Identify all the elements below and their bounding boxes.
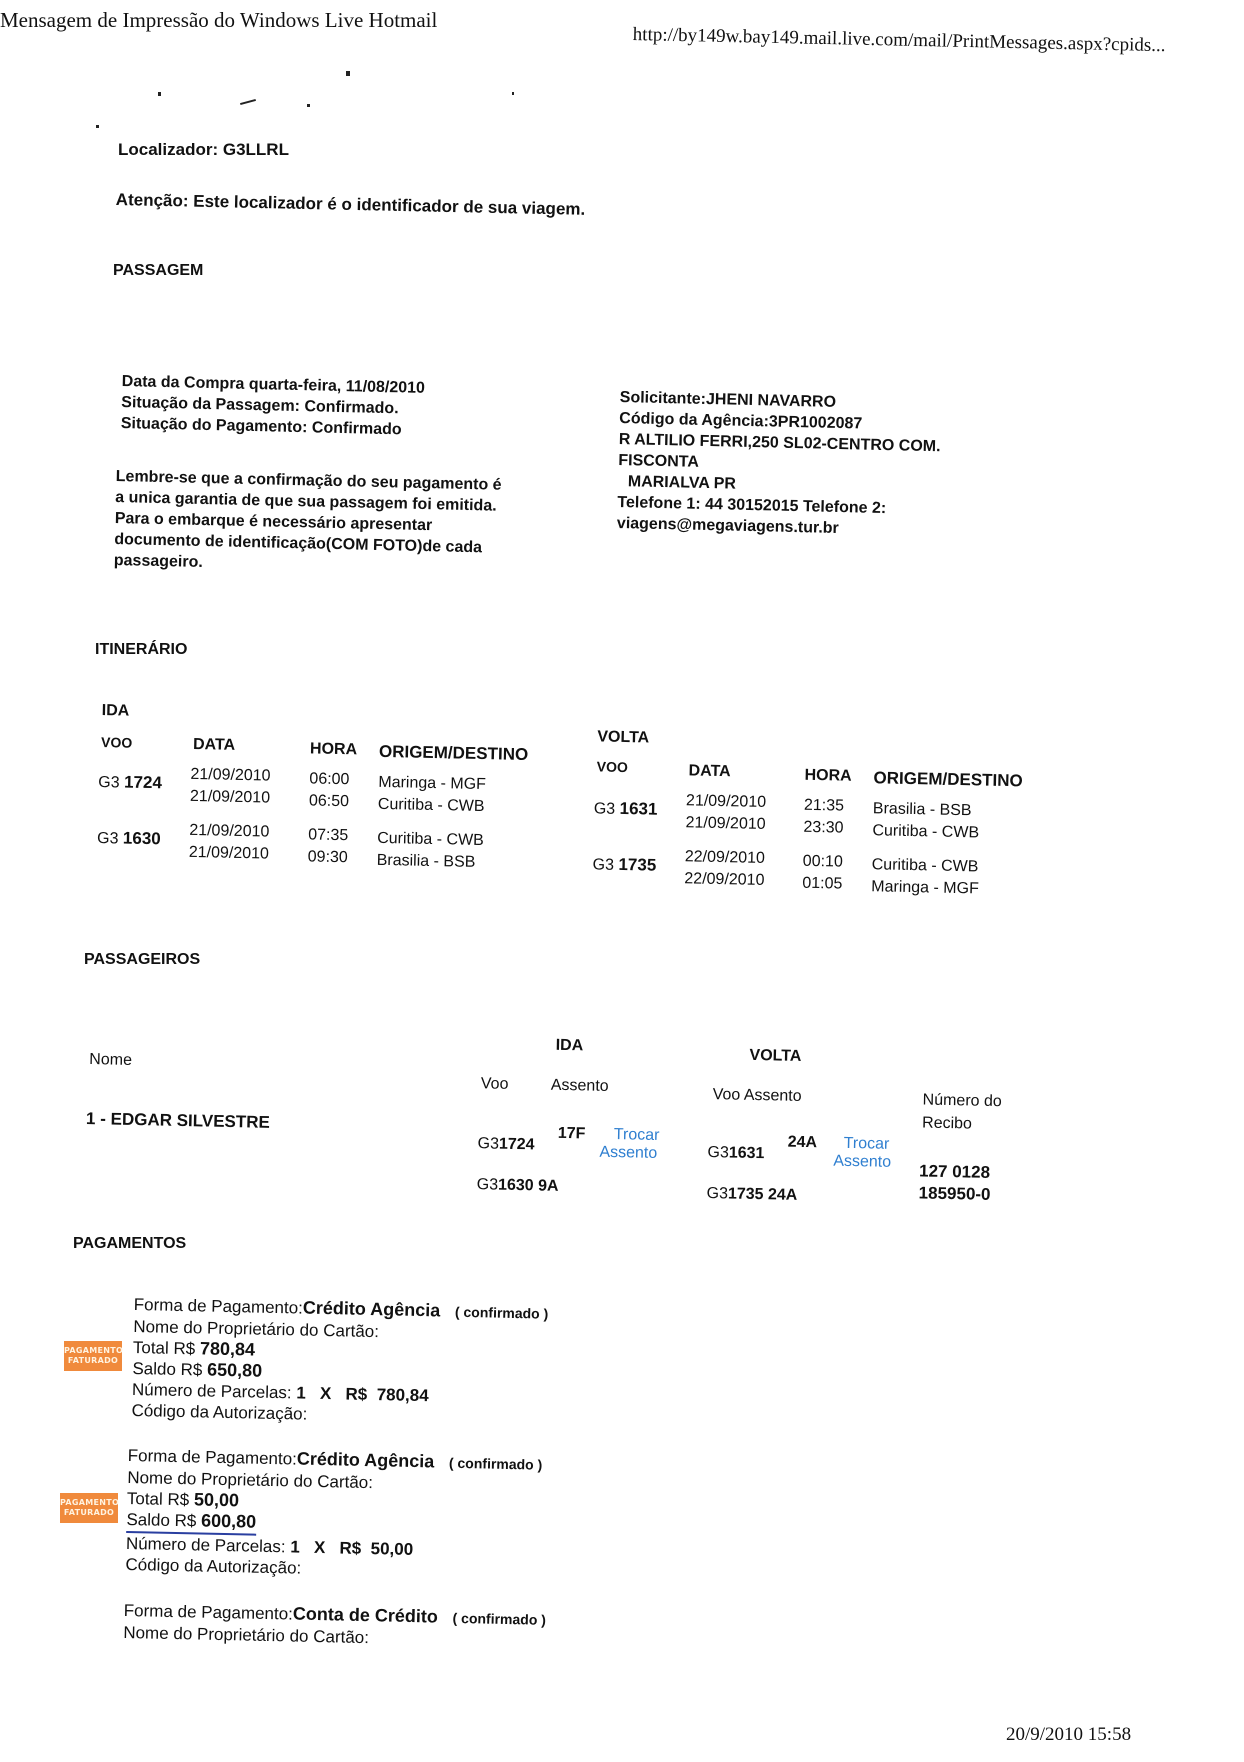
leg-date: 22/09/2010 [684, 848, 766, 867]
forma-label: Forma de Pagamento: [127, 1445, 298, 1469]
notice-line: a unica garantia de que sua passagem foi emitida. [115, 488, 497, 515]
leg-place: Maringa - MGF [871, 878, 979, 898]
col-hora: HORA [804, 766, 852, 785]
leg-date: 21/09/2010 [189, 821, 270, 841]
leg-time: 23:30 [803, 818, 844, 837]
section-passageiros: PASSAGEIROS [84, 951, 201, 968]
parcelas-label: Número de Parcelas: [131, 1379, 292, 1403]
itinerary-block [96, 700, 1200, 933]
localizador: Localizador: G3LLRL [118, 140, 289, 159]
status: ( confirmado ) [454, 1303, 549, 1322]
purchase-notice [114, 466, 502, 580]
recibo-number: 127 0128 [918, 1161, 991, 1182]
leg-time: 06:00 [309, 770, 350, 789]
leg-place: Brasilia - BSB [376, 851, 476, 871]
agency-address: R ALTILIO FERRI,250 SL02-CENTRO COM. [618, 430, 941, 456]
volta-flight-1 [594, 798, 658, 819]
status: ( confirmado ) [452, 1609, 547, 1628]
pax-ida-flight-1 [477, 1135, 534, 1154]
volta-times-1 [803, 795, 844, 840]
flight-number: 1631 [619, 798, 658, 819]
leg-time: 00:10 [802, 852, 843, 871]
carrier: G3 [98, 773, 120, 792]
voo-num: 1631 [728, 1144, 765, 1163]
col-hora: HORA [309, 740, 358, 759]
leg-date: 21/09/2010 [188, 843, 270, 863]
saldo-value: 650,80 [206, 1359, 263, 1381]
flight-number: 1735 [618, 854, 657, 875]
stamp-line: FATURADO [63, 1508, 115, 1517]
forma-value: Conta de Crédito [292, 1603, 439, 1627]
leg-date: 22/09/2010 [684, 870, 765, 889]
section-pagamentos: PAGAMENTOS [73, 1235, 187, 1252]
footer-datetime: 20/9/2010 15:58 [1006, 1724, 1132, 1745]
leg-place: Brasilia - BSB [872, 800, 972, 820]
stamp-line: FATURADO [67, 1356, 119, 1365]
voo-prefix: G3 [477, 1135, 500, 1153]
notice-line: Lembre-se que a confirmação do seu pagamento é [115, 467, 502, 494]
leg-place: Curitiba - CWB [871, 856, 979, 876]
leg-date: 21/09/2010 [685, 814, 766, 833]
stamp-line: PAGAMENTO [60, 1498, 120, 1507]
col-voo: Voo [480, 1075, 509, 1093]
forma-label: Forma de Pagamento: [133, 1294, 304, 1318]
col-voo-assento: Voo Assento [712, 1086, 802, 1105]
col-assento: Assento [550, 1076, 609, 1095]
voo-prefix: G3 [707, 1144, 729, 1162]
parcelas-value: 1 X R$ 780,84 [296, 1383, 429, 1406]
carrier: G3 [592, 856, 615, 874]
saldo-label: Saldo R$ [126, 1509, 197, 1531]
forma-label: Forma de Pagamento: [123, 1600, 294, 1624]
volta-places-2 [871, 854, 979, 900]
ida-dates-2 [189, 820, 270, 866]
ida-flight-2 [97, 828, 161, 849]
trocar-line[interactable]: Assento [833, 1152, 892, 1171]
payment-2 [125, 1445, 542, 1584]
forma-value: Crédito Agência [302, 1297, 441, 1321]
volta-times-2 [802, 851, 843, 896]
status: ( confirmado ) [448, 1454, 543, 1473]
total-label: Total R$ [126, 1488, 190, 1510]
leg-date: 21/09/2010 [189, 787, 271, 807]
ida-times-2 [308, 824, 349, 869]
pagamento-faturado-stamp [64, 1341, 122, 1371]
col-voo: VOO [100, 734, 133, 751]
pax-volta-flight-1 [707, 1144, 764, 1163]
notice-line: passageiro. [113, 551, 203, 571]
leg-date: 21/09/2010 [685, 792, 767, 811]
parcelas-label: Número de Parcelas: [125, 1533, 286, 1557]
leg-date: 21/09/2010 [190, 765, 271, 785]
stamp-line: PAGAMENTO [64, 1346, 124, 1355]
leg-time: 09:30 [307, 848, 348, 867]
pax-volta-label: VOLTA [749, 1046, 802, 1065]
section-itinerario: ITINERÁRIO [95, 641, 188, 658]
volta-label: VOLTA [597, 728, 650, 747]
trocar-line[interactable]: Trocar [613, 1126, 660, 1144]
seat: 9A [537, 1177, 559, 1195]
voo-num: 1735 [727, 1185, 764, 1204]
trocar-assento-link[interactable] [599, 1126, 659, 1163]
trocar-assento-link[interactable] [833, 1135, 892, 1172]
scan-speck [512, 92, 514, 95]
purchase-info [121, 371, 426, 441]
pax-ida-flight-2 [477, 1176, 559, 1196]
ida-places-2 [376, 828, 484, 874]
col-data: DATA [192, 735, 236, 754]
voo-prefix: G3 [476, 1176, 499, 1194]
col-voo: VOO [596, 758, 629, 776]
payment-3 [123, 1600, 546, 1652]
carrier: G3 [96, 829, 119, 848]
data-compra: Data da Compra quarta-feira, 11/08/2010 [121, 372, 426, 397]
total-value: 50,00 [193, 1489, 240, 1511]
col-recibo [922, 1088, 1002, 1136]
col-recibo-line: Número do [922, 1091, 1002, 1111]
leg-time: 06:50 [308, 792, 350, 811]
agency-email: viagens@megaviagens.tur.br [616, 514, 839, 537]
voo-num: 1724 [498, 1135, 535, 1154]
pax-ida-seat-1: 17F [557, 1124, 586, 1143]
agency-city: MARIALVA PR [627, 473, 737, 493]
ida-places-1 [378, 772, 486, 818]
col-origem: ORIGEM/DESTINO [378, 741, 529, 764]
codigo-agencia: Código da Agência:3PR1002087 [619, 409, 863, 433]
saldo-value: 600,80 [200, 1510, 257, 1532]
payment-1 [131, 1294, 548, 1430]
scan-speck [346, 71, 350, 76]
ida-label: IDA [101, 702, 130, 720]
pax-volta-flight-2 [706, 1185, 797, 1205]
volta-dates-2 [684, 846, 765, 892]
volta-places-1 [872, 798, 980, 844]
flight-number: 1630 [122, 828, 161, 849]
situacao-passagem: Situação da Passagem: Confirmado. [121, 393, 399, 418]
pax-volta-seat-1: 24A [787, 1133, 818, 1152]
solicitante: Solicitante:JHENI NAVARRO [619, 388, 837, 411]
voo-num: 1630 [497, 1176, 534, 1195]
voo-prefix: G3 [706, 1184, 729, 1203]
proprietario: Nome do Proprietário do Cartão: [123, 1622, 370, 1648]
atencao-notice: Atenção: Este localizador é o identificador de sua viagem. [115, 190, 586, 219]
trocar-line[interactable]: Assento [599, 1143, 658, 1162]
notice-line: Para o embarque é necessário apresentar [114, 509, 433, 535]
pax-ida-label: IDA [555, 1036, 584, 1055]
section-passagem: PASSAGEM [113, 262, 204, 279]
scan-speck [307, 104, 310, 107]
col-recibo-line: Recibo [921, 1114, 973, 1133]
trocar-line[interactable]: Trocar [843, 1134, 890, 1153]
print-header-url: http://by149w.bay149.mail.live.com/mail/PrintMessages.aspx?cpids... [632, 24, 1166, 57]
leg-time: 07:35 [308, 826, 349, 845]
agency-phone: Telefone 1: 44 30152015 Telefone 2: [617, 493, 887, 518]
flight-number: 1724 [123, 772, 163, 793]
autorizacao: Código da Autorização: [131, 1400, 308, 1424]
total-value: 780,84 [199, 1338, 256, 1360]
autorizacao: Código da Autorização: [125, 1554, 302, 1578]
leg-time: 21:35 [803, 796, 845, 815]
passengers-block [84, 1025, 1188, 1228]
parcelas-value: 1 X R$ 50,00 [290, 1537, 414, 1559]
pagamento-faturado-stamp [60, 1493, 118, 1523]
scan-speck [158, 92, 161, 96]
leg-place: Curitiba - CWB [376, 829, 485, 850]
leg-time: 01:05 [802, 874, 843, 893]
seat: 24A [767, 1186, 798, 1204]
volta-flight-2 [592, 854, 656, 875]
proprietario: Nome do Proprietário do Cartão: [127, 1467, 374, 1493]
recibo-number: 185950-0 [918, 1183, 991, 1204]
col-data: DATA [688, 762, 731, 781]
agency-info [617, 387, 942, 541]
leg-place: Maringa - MGF [378, 773, 487, 794]
volta-dates-1 [685, 790, 766, 836]
print-header-title: Mensagem de Impressão do Windows Live Hotmail [0, 8, 438, 32]
total-label: Total R$ [132, 1337, 196, 1359]
leg-place: Curitiba - CWB [377, 795, 485, 816]
passenger-name: 1 - EDGAR SILVESTRE [85, 1108, 271, 1132]
leg-place: Curitiba - CWB [872, 822, 980, 842]
situacao-pagamento: Situação do Pagamento: Confirmado [120, 414, 402, 439]
scan-speck [240, 99, 256, 105]
notice-line: documento de identificação(COM FOTO)de cada [114, 530, 483, 557]
col-origem: ORIGEM/DESTINO [873, 768, 1023, 791]
ida-flight-1 [98, 772, 162, 793]
scan-speck [96, 125, 99, 128]
carrier: G3 [593, 800, 616, 818]
saldo-label: Saldo R$ [132, 1358, 203, 1380]
proprietario: Nome do Proprietário do Cartão: [133, 1316, 380, 1342]
ida-dates-1 [190, 764, 271, 810]
agency-name: FISCONTA [618, 451, 700, 471]
recibos [918, 1160, 991, 1205]
ida-times-1 [309, 768, 350, 813]
forma-value: Crédito Agência [296, 1448, 435, 1472]
saldo [126, 1509, 256, 1536]
col-nome: Nome [89, 1051, 133, 1069]
